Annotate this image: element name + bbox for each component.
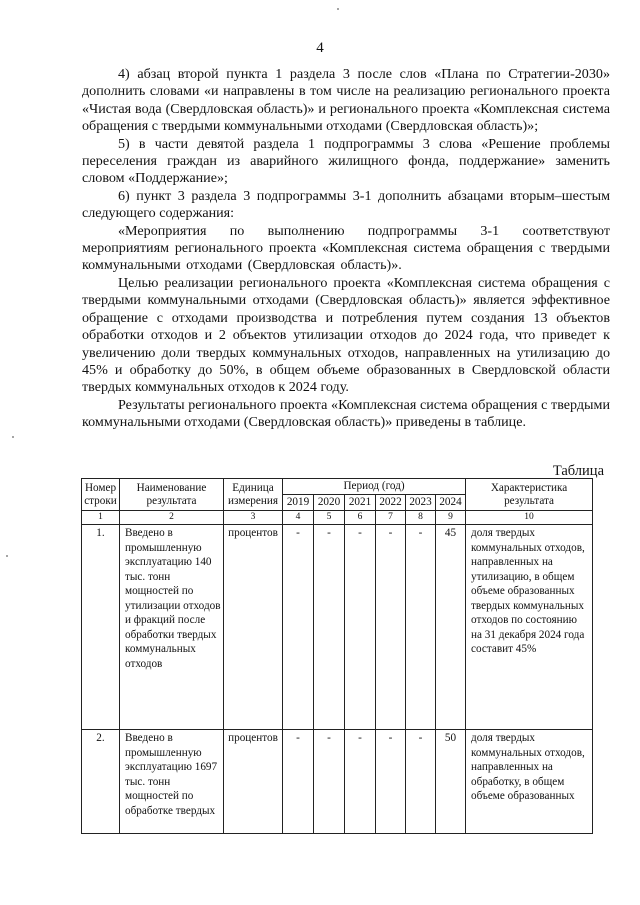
value-2023: -	[406, 730, 436, 834]
value-2022: -	[376, 730, 406, 834]
result-name: Введено в промышленную эксплуатацию 140 тыс. тонн мощностей по утилизации отходов и фракций после обработки твердых коммунальных отходов	[120, 525, 224, 730]
column-number: 1	[82, 511, 120, 525]
value-2024: 45	[436, 525, 466, 730]
header-year: 2019	[283, 495, 314, 511]
table-row	[82, 730, 593, 834]
column-number-row	[82, 511, 593, 525]
column-number: 8	[406, 511, 436, 525]
scan-speck	[6, 555, 8, 557]
value-2019: -	[283, 525, 314, 730]
result-unit: процентов	[224, 730, 283, 834]
result-characteristic: доля твердых коммунальных отходов, направленных на утилизацию, в общем объеме образованных твердых коммунальных отходов по состоянию на 31 декабря 2024 года составит 45%	[466, 525, 593, 730]
column-number: 6	[345, 511, 376, 525]
row-number: 1.	[82, 525, 120, 730]
header-year: 2021	[345, 495, 376, 511]
row-number: 2.	[82, 730, 120, 834]
result-name: Введено в промышленную эксплуатацию 1697 тыс. тонн мощностей по обработке твердых	[120, 730, 224, 834]
paragraph-amendment-4: 4) абзац второй пункта 1 раздела 3 после слов «Плана по Стратегии-2030» дополнить словами «и направлены в том числе на реализацию регионального проекта «Чистая вода (Свердловская область)» и регионального проекта «Комплексная система обращения с твердыми коммунальными отходами (Свердловская область)»;	[82, 66, 610, 135]
header-period: Период (год)	[283, 479, 466, 495]
header-year: 2024	[436, 495, 466, 511]
page-number: 4	[316, 40, 324, 56]
column-number: 4	[283, 511, 314, 525]
value-2019: -	[283, 730, 314, 834]
column-number: 10	[466, 511, 593, 525]
value-2021: -	[345, 730, 376, 834]
paragraph-project-goal: Целью реализации регионального проекта «Комплексная система обращения с твердыми коммунальными отходами (Свердловская область)» является эффективное обращение с отходами производства и потребления путем создания 13 объектов обработки отходов и 2 объектов утилизации отходов до 2024 года, что приведет к увеличению доли твердых коммунальных отходов, направленных на утилизацию до 45% и обработку до 50%, в общем объеме образованных в Свердловской области твердых коммунальных отходов к 2024 году.	[82, 274, 610, 396]
value-2020: -	[314, 730, 345, 834]
value-2023: -	[406, 525, 436, 730]
column-number: 5	[314, 511, 345, 525]
paragraph-amendment-6: 6) пункт 3 раздела 3 подпрограммы 3-1 дополнить абзацами вторым–шестым следующего содержания:	[82, 187, 610, 222]
column-number: 3	[224, 511, 283, 525]
result-unit: процентов	[224, 525, 283, 730]
header-year: 2022	[376, 495, 406, 511]
table-caption: Таблица	[552, 463, 604, 479]
value-2024: 50	[436, 730, 466, 834]
header-characteristic: Характеристика результата	[466, 479, 593, 511]
value-2020: -	[314, 525, 345, 730]
table-row	[82, 525, 593, 730]
column-number: 9	[436, 511, 466, 525]
header-name: Наименование результата	[120, 479, 224, 511]
paragraph-amendment-5: 5) в части девятой раздела 1 подпрограммы 3 слова «Решение проблемы переселения граждан из аварийного жилищного фонда, поддержание» заменить словом «Поддержание»;	[82, 135, 610, 187]
column-number: 7	[376, 511, 406, 525]
document-body	[82, 66, 610, 432]
header-year: 2020	[314, 495, 345, 511]
value-2022: -	[376, 525, 406, 730]
paragraph-quote-measures: «Мероприятия по выполнению подпрограммы 3-1 соответствуют мероприятиям регионального проекта «Комплексная система обращения с твердыми коммунальными отходами (Свердловская область)».	[82, 222, 610, 274]
result-characteristic: доля твердых коммунальных отходов, направленных на обработку, в общем объеме образованных	[466, 730, 593, 834]
paragraph-project-results: Результаты регионального проекта «Комплексная система обращения с твердыми коммунальными отходами (Свердловская область)» приведены в таблице.	[82, 396, 610, 431]
table-header-row	[82, 479, 593, 495]
scan-speck	[337, 8, 339, 10]
scan-speck	[12, 436, 14, 438]
header-unit: Единица измерения	[224, 479, 283, 511]
column-number: 2	[120, 511, 224, 525]
header-year: 2023	[406, 495, 436, 511]
value-2021: -	[345, 525, 376, 730]
results-table	[81, 478, 593, 834]
header-row-number: Номер строки	[82, 479, 120, 511]
